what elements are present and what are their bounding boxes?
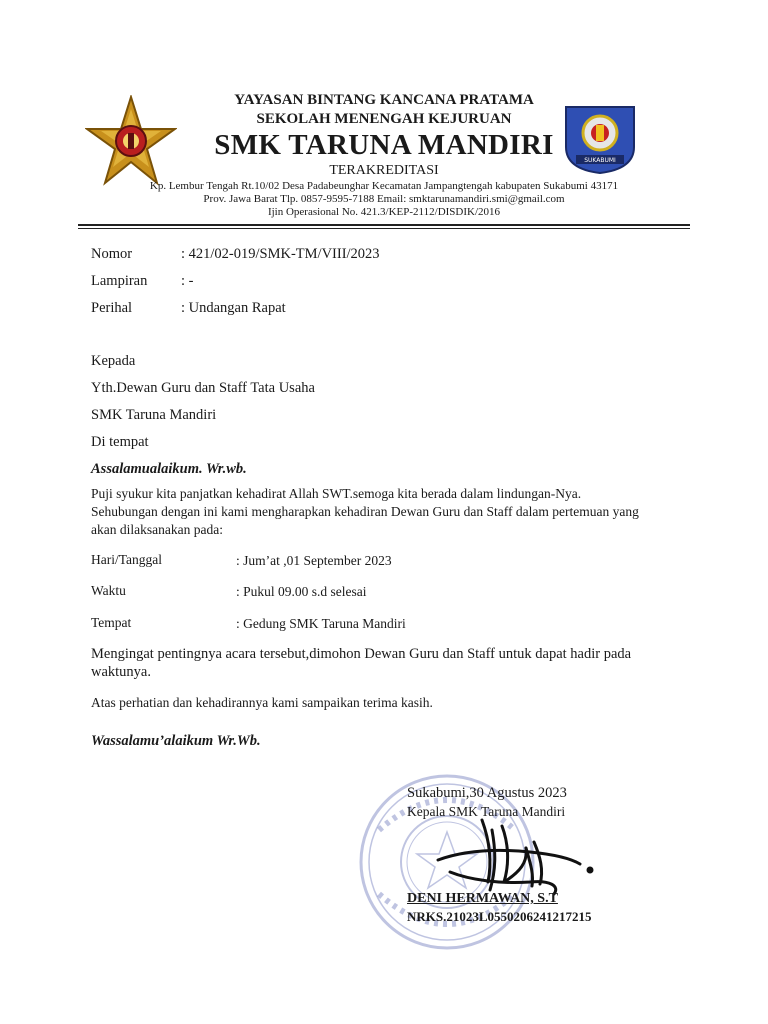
recipient-school: SMK Taruna Mandiri: [91, 407, 217, 423]
closing-greeting: Wassalamu’alaikum Wr.Wb.: [91, 733, 261, 749]
signatory-name: DENI HERMAWAN, S.T: [407, 891, 558, 906]
thanks-text: Atas perhatian dan kehadirannya kami sampaikan terima kasih.: [91, 695, 433, 710]
operating-license: Ijin Operasional No. 421.3/KEP-2112/DISDIK/2016: [267, 206, 501, 218]
signatory-id: NRKS.21023L0550206241217215: [407, 909, 592, 924]
time-label: Waktu: [91, 583, 126, 598]
nomor-label: Nomor: [91, 246, 133, 262]
accreditation-status: TERAKREDITASI: [329, 163, 439, 178]
date-label: Hari/Tanggal: [91, 552, 163, 567]
school-name: SMK TARUNA MANDIRI: [214, 129, 554, 161]
header-divider-thin: [78, 228, 690, 229]
perihal-value: : Undangan Rapat: [181, 300, 286, 316]
intro-line-2: Sehubungan dengan ini kami mengharapkan kehadiran Dewan Guru dan Staff dalam pertemuan yang: [91, 504, 639, 519]
recipient-kepada: Kepada: [91, 353, 136, 369]
place-value: : Gedung SMK Taruna Mandiri: [236, 616, 406, 631]
header-divider-thick: [78, 224, 690, 226]
reminder-line-1: Mengingat pentingnya acara tersebut,dimohon Dewan Guru dan Staff untuk dapat hadir pada: [91, 646, 632, 662]
perihal-label: Perihal: [91, 300, 133, 316]
place-label: Tempat: [91, 615, 132, 630]
time-value: : Pukul 09.00 s.d selesai: [236, 584, 367, 599]
reminder-line-2: waktunya.: [91, 664, 151, 680]
intro-line-1: Puji syukur kita panjatkan kehadirat Allah SWT.semoga kita berada dalam lindungan-Nya.: [91, 486, 582, 501]
handwritten-signature-icon: [430, 812, 600, 900]
signature-position: Kepala SMK Taruna Mandiri: [407, 804, 566, 819]
foundation-name: YAYASAN BINTANG KANCANA PRATAMA: [234, 92, 534, 108]
signature-place-date: Sukabumi,30 Agustus 2023: [407, 785, 567, 801]
lampiran-value: : -: [181, 273, 194, 289]
nomor-value: : 421/02-019/SMK-TM/VIII/2023: [181, 246, 380, 262]
recipient-place: Di tempat: [91, 434, 149, 450]
address-line-2: Prov. Jawa Barat Tlp. 0857-9595-7188 Email: smktarunamandiri.smi@gmail.com: [203, 193, 565, 205]
opening-greeting: Assalamualaikum. Wr.wb.: [91, 461, 247, 477]
lampiran-label: Lampiran: [91, 273, 148, 289]
date-value: : Jum’at ,01 September 2023: [236, 553, 392, 568]
intro-line-3: akan dilaksanakan pada:: [91, 522, 223, 537]
school-type: SEKOLAH MENENGAH KEJURUAN: [256, 111, 512, 127]
address-line-1: Kp. Lembur Tengah Rt.10/02 Desa Padabeunghar Kecamatan Jampangtengah kabupaten Sukabumi 43171: [149, 180, 619, 192]
recipient-addressee: Yth.Dewan Guru dan Staff Tata Usaha: [91, 380, 315, 396]
svg-text:SUKABUMI: SUKABUMI: [584, 157, 616, 164]
